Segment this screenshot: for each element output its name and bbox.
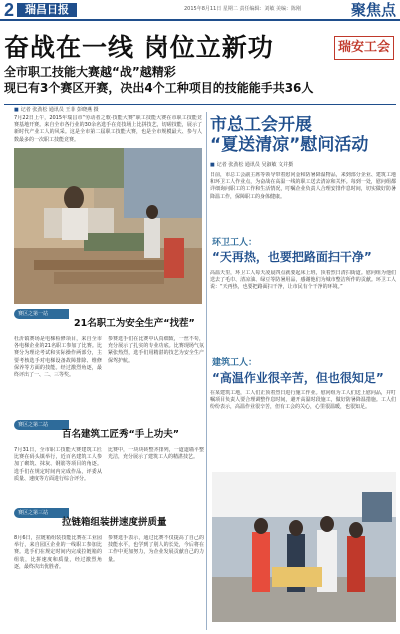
right-headline-block	[210, 115, 398, 156]
lead-headline: 奋战在一线 岗位立新功	[4, 33, 274, 62]
lead-photo	[14, 148, 202, 304]
story-1-kicker: 赛区之第一站	[14, 309, 69, 319]
story-3-title: 拉链箱组装拼速度拼质量	[62, 517, 167, 528]
lead-intro: 7月22日上午，2015年瑞昌市“劳动者之歌·技能大赛”职工技能大赛在市职工技能竞赛基地开赛。来自全市各行业的30余名选手在竞技场上比拼技艺，切磋技能，展示了新时代产业工人的风采。这是全市第二届职工技能大赛，也是全市规模最大、参与人数最多的一次职工技能竞赛。	[14, 115, 202, 143]
story-2-body-right: 比赛中，一块块砖整齐排列，一道道墙平整光洁，充分展示了建筑工人的精湛技艺。	[108, 447, 204, 461]
column-divider	[206, 112, 207, 630]
dateline: 2015年8月11日 星期二 责任编辑：刘敏 美编：陈刚	[184, 6, 302, 12]
story-1-body-left: 杜沂镇赛场是电梯检修项目，来自全市各电梯企业的21名职工参加了比赛。比赛分为理论考试和实际操作两部分，主要考核选手对电梯设备故障排除、维修保养等方面的技能。经过激烈角逐，最终评出了一、二、三等奖。	[14, 336, 102, 379]
right-section-1: 环卫工人：	[212, 238, 258, 248]
page-header	[0, 0, 400, 21]
right-sub-2: “高温作业很辛苦，但也很知足”	[212, 371, 384, 385]
lead-subtitle-1: 全市职工技能大赛越“战”越精彩	[4, 65, 176, 79]
lead-byline: ■ 记者 张劲松 通讯员 王菲 彭晓燕 摄	[14, 107, 204, 114]
right-photo	[212, 472, 396, 622]
right-headline-1: 市总工会开展	[210, 115, 312, 135]
union-logo: 瑞安工会	[334, 36, 394, 60]
story-2-body-left: 7月31日，全市职工技能大赛建筑工匠比赛在码头镇举行，近百名建筑工人参加了砌筑、抹灰、钢筋等项目的角逐。选手们在规定时间内完成作品，评委从质量、速度等方面进行综合评分。	[14, 447, 102, 482]
right-sub-1: “天再热，也要把路面扫干净”	[212, 250, 372, 264]
story-1-body-right: 参赛选手们在比赛中认真细致，一丝不苟，充分展示了扎实的专业功底。比赛现场气氛紧张热烈，选手们用精湛的技艺为安全生产保驾护航。	[108, 336, 204, 364]
right-byline: ■ 记者 张劲松 通讯员 吴淑敏 文并摄	[210, 162, 398, 169]
section-title: 聚焦点	[350, 1, 396, 19]
right-body-1: 高温天里，环卫工人每天凌晨四点就要起床上班，顶着烈日清扫街道。慰问组为他们送去了毛巾、清凉油、绿豆等防暑用品，感谢他们为城市整洁所作的贡献。环卫工人说：“天再热，也要把路面扫干净，让市民有个干净的环境。”	[210, 270, 396, 291]
story-2-title: 百名建筑工匠秀“手上功夫”	[62, 429, 179, 440]
right-headline-2: “夏送清凉”慰问活动	[210, 135, 369, 155]
right-intro: 日前，市总工会副主席等领导带着慰问金和防暑降温物品，来到部分企业、建筑工地和环卫工人作业点，为奋战在高温一线的职工送去清凉和关怀。每到一处，慰问组都详细询问职工的工作和生活情况，叮嘱企业负责人合理安排作息时间，切实做好防暑降温工作，保障职工的身体健康。	[210, 172, 396, 200]
story-3-body-left: 8月6日，拉链箱组装技能比赛在工业园举行，来自园区企业的一线职工参加比赛。选手们在规定时间内完成拉链箱的组装，比拼速度和质量，经过激烈角逐，最终决出优胜者。	[14, 535, 102, 570]
story-3-kicker: 赛区之第三站	[14, 508, 69, 518]
right-section-2: 建筑工人：	[212, 358, 258, 368]
lead-subtitle-2: 现已有3个赛区开赛，决出4个工种项目的技能能手共36人	[4, 81, 314, 95]
headline-divider	[4, 104, 396, 105]
story-3-body-right: 参赛选手表示，通过比赛不仅提高了自己的技能水平，也学到了别人的长处，今后将在工作中更加努力，为企业发展贡献自己的力量。	[108, 535, 204, 563]
newspaper-logo: 瑞昌日报	[17, 3, 77, 17]
right-body-2: 在某建筑工地，工人们正顶着烈日进行施工作业。慰问组为工人们送上慰问品，并叮嘱项目负责人要合理调整作息时间，避开高温时段施工，做好防暑降温措施。工人们纷纷表示，高温作业很辛苦，但有工会的关心，心里很温暖，也很知足。	[210, 390, 396, 411]
page-number: 2	[4, 0, 15, 20]
story-2-kicker: 赛区之第二站	[14, 420, 69, 430]
story-1-title: 21名职工为安全生产“找茬”	[74, 318, 195, 329]
